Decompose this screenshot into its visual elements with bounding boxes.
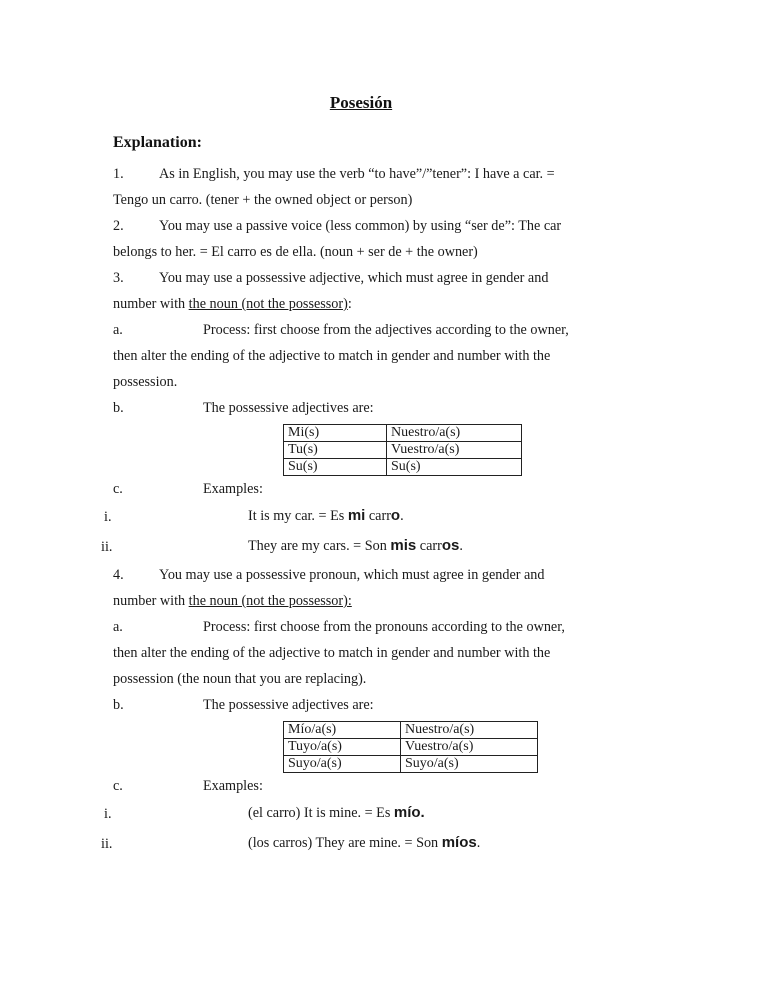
example-text: . (459, 538, 463, 554)
item1-line1: As in English, you may use the verb “to have”/”tener”: I have a car. = (159, 166, 555, 182)
item3-example-ii-label: ii. (101, 539, 113, 555)
item3-a-line1: Process: first choose from the adjectives according to the owner, (203, 322, 569, 338)
example-bold: míos (441, 834, 477, 851)
example-bold: os (441, 537, 460, 554)
table-row (284, 756, 538, 773)
example-text: . (476, 835, 481, 851)
example-text: carr (416, 538, 442, 554)
table-row (284, 442, 522, 459)
item4-c-text: Examples: (203, 778, 263, 794)
table-row (284, 459, 522, 476)
item3-example-ii (248, 537, 463, 555)
item4-example-ii (248, 834, 480, 852)
table-row (284, 425, 522, 442)
item1-line2: Tengo un carro. (tener + the owned object or person) (113, 192, 413, 208)
item4-b-label: b. (113, 697, 124, 713)
item3-line2-pre: number with (113, 296, 189, 312)
item3-b-label: b. (113, 400, 124, 416)
table-cell: Su(s) (284, 459, 387, 476)
item3-c-text: Examples: (203, 481, 263, 497)
item2-line2: belongs to her. = El carro es de ella. (noun + ser de + the owner) (113, 244, 478, 260)
item3-example-i (248, 507, 404, 525)
item2-line1: You may use a passive voice (less common) by using “ser de”: The car (159, 218, 562, 234)
item4-line1: You may use a possessive pronoun, which must agree in gender and (159, 567, 545, 583)
table-cell: Vuestro/a(s) (387, 442, 522, 459)
item4-b-text: The possessive adjectives are: (203, 697, 374, 713)
example-text: (el carro) It is mine. = Es (248, 805, 394, 821)
example-bold: mío. (393, 804, 425, 821)
item3-underlined-noun: the noun (not the possessor) (188, 296, 348, 312)
item4-a-line1: Process: first choose from the pronouns according to the owner, (203, 619, 565, 635)
example-bold: mis (390, 537, 417, 554)
table-row (284, 722, 538, 739)
item3-a-line2: then alter the ending of the adjective to match in gender and number with the (113, 348, 551, 364)
item3-number: 3. (113, 270, 124, 286)
example-text: (los carros) They are mine. = Son (248, 835, 442, 851)
table-cell: Suyo/a(s) (401, 756, 538, 773)
item2-number: 2. (113, 218, 124, 234)
explanation-heading: Explanation: (113, 134, 202, 151)
item3-b-text: The possessive adjectives are: (203, 400, 374, 416)
item4-example-i (248, 804, 425, 822)
table-cell: Nuestro/a(s) (401, 722, 538, 739)
item4-a-line3: possession (the noun that you are replacing). (113, 671, 367, 687)
possessive-pronouns-table (283, 721, 538, 773)
example-bold: o (390, 507, 401, 524)
example-text: It is my car. = Es (248, 508, 348, 524)
table-cell: Vuestro/a(s) (401, 739, 538, 756)
table-cell: Mi(s) (284, 425, 387, 442)
item4-a-line2: then alter the ending of the adjective to match in gender and number with the (113, 645, 551, 661)
item1-number: 1. (113, 166, 124, 182)
item3-a-label: a. (113, 322, 123, 338)
item4-a-label: a. (113, 619, 123, 635)
example-text: They are my cars. = Son (248, 538, 391, 554)
possessive-adjectives-table (283, 424, 522, 476)
item4-c-label: c. (113, 778, 123, 794)
item3-c-label: c. (113, 481, 123, 497)
table-row (284, 739, 538, 756)
table-cell: Mío/a(s) (284, 722, 401, 739)
example-text: . (400, 508, 404, 524)
item4-number: 4. (113, 567, 124, 583)
table-cell: Nuestro/a(s) (387, 425, 522, 442)
item3-a-line3: possession. (113, 374, 178, 390)
item3-example-i-label: i. (104, 509, 112, 525)
example-bold: mi (347, 507, 366, 524)
item4-underlined-noun: the noun (not the possessor): (188, 593, 352, 609)
item4-line2-pre: number with (113, 593, 189, 609)
item4-example-ii-label: ii. (101, 836, 113, 852)
page-title: Posesión (329, 93, 393, 112)
item4-line2 (113, 592, 352, 610)
example-text: carr (365, 508, 391, 524)
table-cell: Su(s) (387, 459, 522, 476)
item3-line2-post: : (347, 296, 352, 312)
table-cell: Tuyo/a(s) (284, 739, 401, 756)
item3-line2 (113, 295, 352, 313)
table-cell: Suyo/a(s) (284, 756, 401, 773)
item3-line1: You may use a possessive adjective, which must agree in gender and (159, 270, 549, 286)
table-cell: Tu(s) (284, 442, 387, 459)
item4-example-i-label: i. (104, 806, 112, 822)
